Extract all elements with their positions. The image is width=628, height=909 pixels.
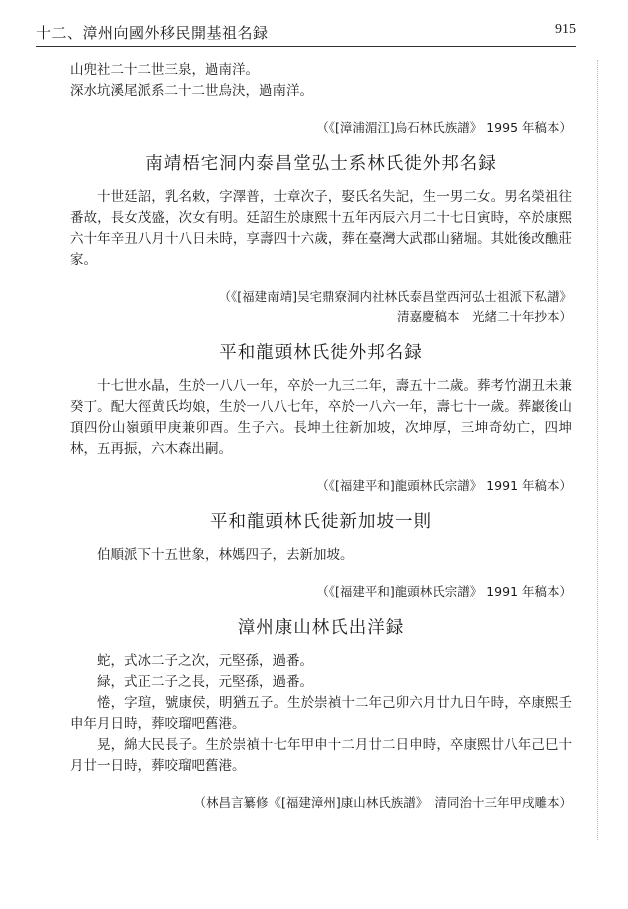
source-citation: （《[福建平和]龍頭林氏宗譜》 1991 年稿本）	[316, 478, 572, 493]
source-citation: （《[福建平和]龍頭林氏宗譜》 1991 年稿本）	[316, 584, 572, 599]
page-edge-dotted-line	[596, 60, 598, 840]
body-paragraph: 伯順派下十五世象，林媽四子，去新加坡。	[97, 547, 354, 563]
body-paragraph: 晃，綿大民長子。生於崇禎十七年甲申十二月廿二日申時，卒康熙廿八年己巳十月廿一日時，葬咬瑠吧舊港。	[70, 737, 572, 774]
text-line: 蛇，式冰二子之次，元堅孫，過番。	[97, 653, 313, 669]
source-citation: （《[漳浦湄江]烏石林氏族譜》 1995 年稿本）	[316, 120, 572, 135]
running-header-title: 十二、漳州向國外移民開基祖名録	[36, 24, 269, 42]
section-heading: 平和龍頭林氏徙外邦名録	[219, 343, 423, 363]
text-line: 深水坑溪尾派系二十二世烏決，過南洋。	[70, 83, 313, 99]
text-line: 山兜社二十二世三泉，過南洋。	[70, 62, 259, 78]
body-paragraph: 十七世水晶，生於一八八一年，卒於一九三二年，壽五十二歲。葬考竹湖丑未兼癸丁。配大徑黄氏均娘，生於一八八七年，卒於一八六一年，壽七十一歲。葬巖後山頂四份山嶺頭甲庚兼卯酉。生子六。長坤土往新加坡，次坤厚，三坤奇幼亡，四坤林，五再振，六木森出嗣。	[70, 378, 572, 457]
body-paragraph: 十世廷詔，乳名敕，字澤普，士章次子，娶氏名失記，生一男二女。男名榮祖往番故，長女茂盛，次女有明。廷詔生於康熙十五年丙辰六月二十七日寅時，卒於康熙六十年辛丑八月十八日未時，享壽四十六歲，葬在臺灣大武郡山豬堀。其妣後改醮莊家。	[70, 189, 572, 268]
text-line: 緑，式正二子之長，元堅孫，過番。	[97, 674, 313, 690]
section-heading: 南靖梧宅洞内泰昌堂弘士系林氏徙外邦名録	[145, 154, 497, 174]
source-citation: （林昌言纂修《[福建漳州]康山林氏族譜》 清同治十三年甲戌雕本）	[193, 795, 572, 810]
body-paragraph: 惓，字瑄，號康侯，眀猶五子。生於崇禎十二年己卯六月廿九日午時，卒康熙壬申年月日時，葬咬瑠吧舊港。	[70, 695, 572, 732]
source-citation-line1: （《[福建南靖]吴宅鼎寮洞内社林氏泰昌堂西河弘士祖派下私譜》	[218, 289, 572, 304]
page-number: 915	[555, 22, 576, 37]
source-citation-line2: 清嘉慶稿本 光緒二十年抄本）	[396, 309, 572, 324]
section-heading: 平和龍頭林氏徙新加坡一則	[210, 512, 432, 532]
running-header	[36, 20, 576, 47]
section-heading: 漳州康山林氏出洋録	[237, 618, 405, 638]
page-body	[70, 60, 572, 813]
